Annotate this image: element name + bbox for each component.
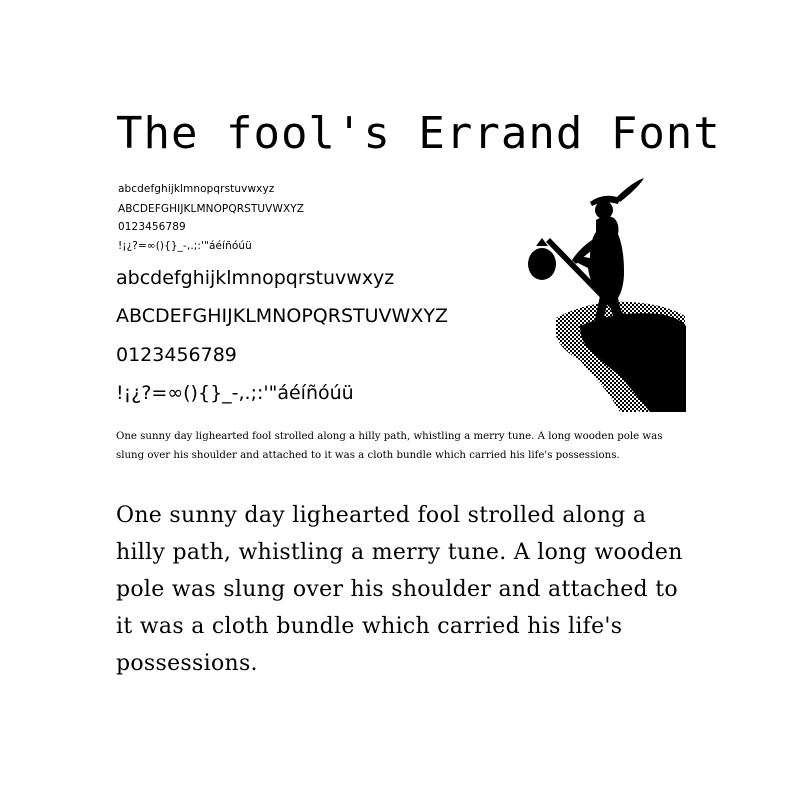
small-uppercase-specimen: ABCDEFGHIJKLMNOPQRSTUVWXYZ — [118, 203, 305, 215]
large-uppercase-specimen: ABCDEFGHIJKLMNOPQRSTUVWXYZ — [116, 305, 448, 327]
large-lowercase-specimen: abcdefghijklmnopqrstuvwxyz — [116, 267, 395, 289]
font-title: The fool's Errand Font — [116, 108, 721, 159]
small-lowercase-specimen: abcdefghijklmnopqrstuvwxyz — [118, 183, 275, 195]
sample-paragraph-large: One sunny day lighearted fool strolled along a hilly path, whistling a merry tune. A long wooden pole was slung over his shoulder and attached to it was a cloth bundle which carried his life's possessions. — [116, 503, 683, 676]
small-symbols-specimen: !¡¿?=∞(){}_-,.;:'"áéíñóúü — [118, 240, 252, 252]
large-symbols-specimen: !¡¿?=∞(){}_-,.;:'"áéíñóúü — [116, 382, 354, 404]
fool-silhouette-icon — [520, 176, 690, 412]
large-digits-specimen: 0123456789 — [116, 344, 237, 366]
sample-paragraph-small: One sunny day lighearted fool strolled along a hilly path, whistling a merry tune. A long wooden pole was slung over his shoulder and attached to it was a cloth bundle which carried his life's possessions. — [116, 431, 663, 461]
small-digits-specimen: 0123456789 — [118, 221, 186, 233]
